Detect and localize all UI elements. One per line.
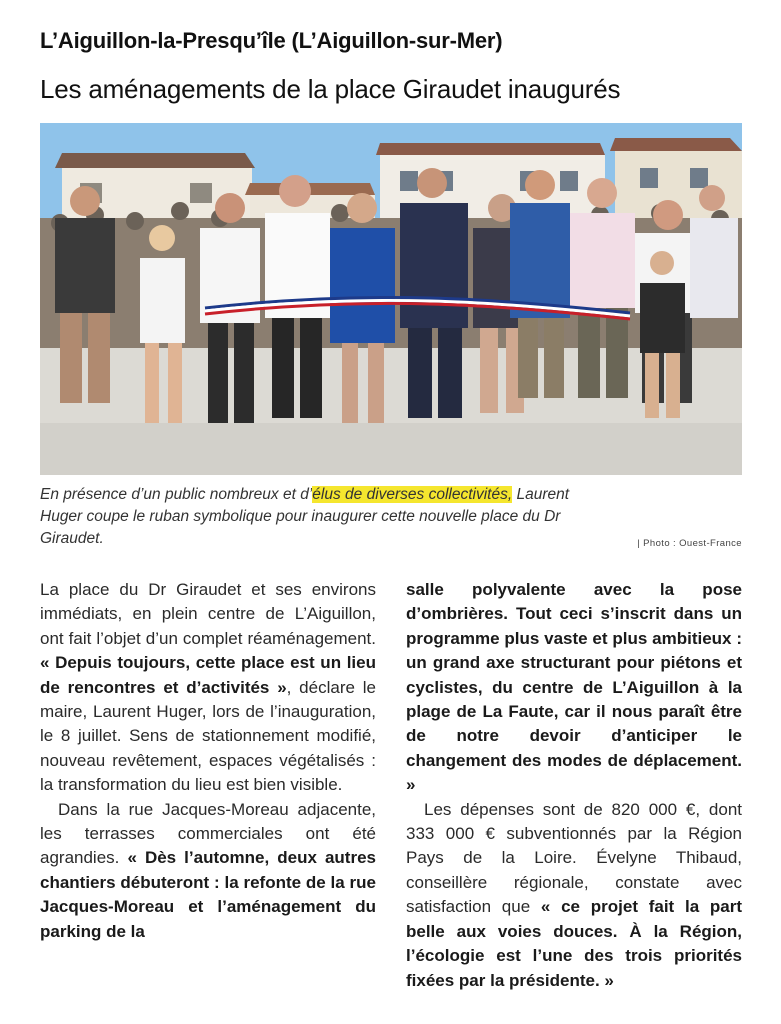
paragraph: Les dépenses sont de 820 000 €, dont 333 000 € subventionnés par la Région Pays de la Loire. Évelyne Thibaud, conseillère régionale, constate avec satisfaction que « ce projet fait la part belle aux voies douces. À la Région, l’écologie est l’une des trois priorités fixées par la présidente. » <box>406 799 743 990</box>
caption-highlight: élus de diverses collectivités, <box>312 486 513 503</box>
article-column-2 <box>406 578 742 993</box>
paragraph: Dans la rue Jacques-Moreau adjacente, les terrasses commerciales ont été agrandies. « Dès l’automne, deux autres chantiers débuteront : la refonte de la rue Jacques-Moreau et l’aménagement du parking de la <box>40 799 376 941</box>
article-photo <box>40 123 742 475</box>
article-column-1 <box>40 578 376 944</box>
photo-credit: | Photo : Ouest-France <box>637 538 742 549</box>
paragraph: salle polyvalente avec la pose d’ombrières. Tout ceci s’inscrit dans un programme plus vaste et plus ambitieux : un grand axe structurant pour piétons et cyclistes, du centre de L’Aiguillon à la plage de La Faute, car il nous paraît être de notre devoir d’anticiper le changement des modes de déplacement. » <box>406 580 742 795</box>
article-kicker: L’Aiguillon-la-Presqu’île (L’Aiguillon-sur-Mer) <box>40 28 503 53</box>
paragraph: La place du Dr Giraudet et ses environs immédiats, en plein centre de L’Aiguillon, ont fait l’objet d’un complet réaménagement. « Depuis toujours, cette place est un lieu de rencontres et d’activités », déclare le maire, Laurent Huger, lors de l’inauguration, le 8 juillet. Sens de stationnement modifié, nouveau revêtement, espaces végétalisés : la transformation du lieu est bien visible. <box>40 580 376 795</box>
photo-caption: En présence d’un public nombreux et d’élus de diverses collectivités, Laurent Huger coupe le ruban symbolique pour inaugurer cette nouvelle place du Dr Giraudet. <box>40 486 570 547</box>
article-headline: Les aménagements de la place Giraudet inaugurés <box>40 74 621 104</box>
